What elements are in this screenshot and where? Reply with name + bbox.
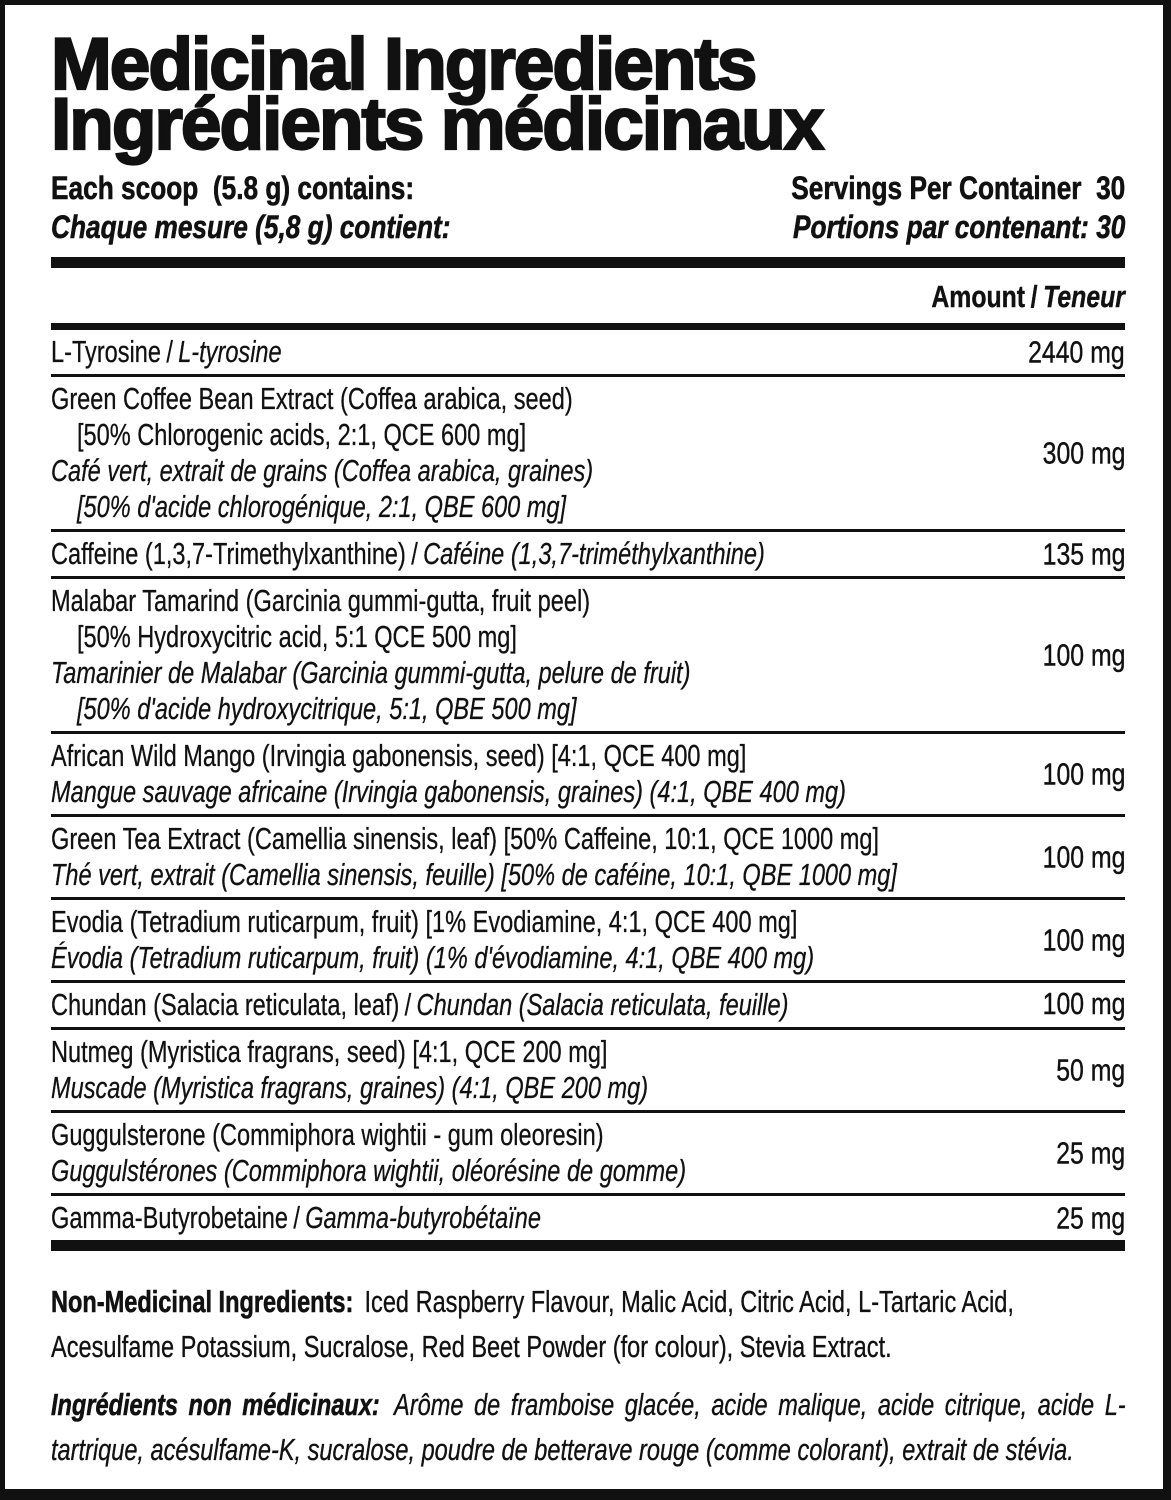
ingredient-name-en: African Wild Mango (Irvingia gabonensis, seed) [4:1, QCE 400 mg] bbox=[51, 738, 747, 773]
ingredient-name-en: Guggulsterone (Commiphora wightii - gum oleoresin) bbox=[51, 1117, 604, 1152]
amount-header-separator: / bbox=[1030, 279, 1038, 314]
ingredient-name-en: Nutmeg (Myristica fragrans, seed) [4:1, QCE 200 mg] bbox=[51, 1034, 608, 1069]
ingredient-amount: 25 mg bbox=[1056, 1135, 1125, 1171]
amount-header-en: Amount bbox=[931, 279, 1026, 314]
ingredient-amount: 100 mg bbox=[1042, 839, 1125, 875]
ingredient-amount: 100 mg bbox=[1042, 756, 1125, 792]
ingredient-name-en: Green Coffee Bean Extract (Coffea arabica, seed) bbox=[51, 381, 573, 416]
ingredient-name-en: Evodia (Tetradium ruticarpum, fruit) [1% Evodiamine, 4:1, QCE 400 mg] bbox=[51, 904, 798, 939]
ingredient-amount: 25 mg bbox=[1056, 1200, 1125, 1236]
ingredient-row-african-wild-mango bbox=[51, 731, 1125, 814]
ingredient-row-green-tea bbox=[51, 814, 1125, 897]
ingredient-name-en: Chundan (Salacia reticulata, leaf) bbox=[51, 987, 400, 1022]
non-medicinal-text-fr: Arôme de framboise glacée, acide malique, acide citrique, acide L-tartrique, acésulfame-K, sucralose, poudre de betterave rouge (comme colorant), extrait de stévia. bbox=[51, 1387, 1126, 1467]
ingredient-name-fr: Thé vert, extrait (Camellia sinensis, feuille) [50% de caféine, 10:1, QBE 1000 mg] bbox=[51, 857, 897, 892]
ingredient-name-fr: Chundan (Salacia reticulata, feuille) bbox=[416, 987, 789, 1022]
non-medicinal-ingredients-en bbox=[51, 1279, 1126, 1369]
serving-header bbox=[51, 169, 1125, 247]
ingredient-table bbox=[51, 330, 1125, 1240]
ingredient-name-fr: Gamma-butyrobétaïne bbox=[305, 1200, 541, 1235]
ingredient-name-en: Malabar Tamarind (Garcinia gummi-gutta, fruit peel) bbox=[51, 583, 591, 618]
ingredient-amount: 135 mg bbox=[1042, 536, 1125, 572]
ingredient-row-gamma-butyrobetaine bbox=[51, 1193, 1125, 1240]
ingredient-name-fr: Muscade (Myristica fragrans, graines) (4:1, QBE 200 mg) bbox=[51, 1070, 649, 1105]
ingredient-amount: 100 mg bbox=[1042, 637, 1125, 673]
servings-per-container-fr: Portions par contenant: 30 bbox=[792, 209, 1125, 245]
amount-header-fr: Teneur bbox=[1043, 279, 1125, 314]
ingredient-row-evodia bbox=[51, 897, 1125, 980]
serving-size-block bbox=[51, 169, 538, 247]
ingredient-name-en: L-Tyrosine bbox=[51, 334, 161, 369]
ingredient-name-fr: Café vert, extrait de grains (Coffea arabica, graines) bbox=[51, 453, 594, 488]
ingredient-detail-fr: [50% d'acide chlorogénique, 2:1, QBE 600 mg] bbox=[77, 489, 567, 524]
ingredient-amount: 100 mg bbox=[1042, 922, 1125, 958]
non-medicinal-label-en: Non-Medicinal Ingredients: bbox=[51, 1284, 354, 1319]
ingredient-amount: 100 mg bbox=[1042, 986, 1125, 1021]
ingredient-name-fr: Évodia (Tetradium ruticarpum, fruit) (1% d'évodiamine, 4:1, QBE 400 mg) bbox=[51, 940, 815, 975]
ingredient-row-l-tyrosine bbox=[51, 330, 1125, 374]
ingredient-row-green-coffee bbox=[51, 374, 1125, 529]
ingredient-name-en: Gamma-Butyrobetaine bbox=[51, 1200, 289, 1235]
ingredient-amount: 300 mg bbox=[1042, 435, 1125, 471]
non-medicinal-text-en: Iced Raspberry Flavour, Malic Acid, Citric Acid, L-Tartaric Acid, Acesulfame Potassium, Sucralose, Red Beet Powder (for colour), Stevia Extract. bbox=[51, 1284, 1014, 1364]
ingredient-name-en: Green Tea Extract (Camellia sinensis, leaf) [50% Caffeine, 10:1, QCE 1000 mg] bbox=[51, 821, 880, 856]
ingredient-name-fr: Caféine (1,3,7-triméthylxanthine) bbox=[423, 536, 765, 571]
divider-thick-bottom bbox=[51, 1240, 1125, 1251]
ingredient-name-fr: L-tyrosine bbox=[178, 334, 282, 369]
serving-size-en: Each scoop (5.8 g) contains: bbox=[51, 170, 415, 206]
ingredient-name-fr: Mangue sauvage africaine (Irvingia gabonensis, graines) (4:1, QBE 400 mg) bbox=[51, 774, 846, 809]
ingredient-row-nutmeg bbox=[51, 1027, 1125, 1110]
ingredient-row-guggulsterone bbox=[51, 1110, 1125, 1193]
ingredient-name-fr: Tamarinier de Malabar (Garcinia gummi-gutta, pelure de fruit) bbox=[51, 655, 691, 690]
ingredient-detail-en: [50% Hydroxycitric acid, 5:1 QCE 500 mg] bbox=[77, 619, 517, 654]
ingredient-name-fr: Guggulstérones (Commiphora wightii, oléorésine de gomme) bbox=[51, 1153, 687, 1188]
name-separator: / bbox=[166, 334, 173, 369]
ingredient-row-chundan bbox=[51, 980, 1125, 1027]
non-medicinal-ingredients-fr bbox=[51, 1382, 1126, 1472]
ingredient-amount: 50 mg bbox=[1056, 1052, 1125, 1088]
name-separator: / bbox=[404, 987, 412, 1022]
name-separator: / bbox=[411, 536, 418, 571]
divider-medium bbox=[51, 323, 1125, 330]
ingredient-detail-fr: [50% d'acide hydroxycitrique, 5:1, QBE 500 mg] bbox=[77, 691, 577, 726]
non-medicinal-label-fr: Ingrédients non médicinaux: bbox=[51, 1387, 380, 1422]
panel-title-fr: Ingrédients médicinaux bbox=[51, 84, 823, 165]
ingredient-amount: 2440 mg bbox=[1028, 334, 1125, 370]
panel-title-en: Medicinal Ingredients bbox=[51, 24, 756, 105]
ingredient-name-en: Caffeine (1,3,7-Trimethylxanthine) bbox=[51, 536, 406, 571]
amount-column-header bbox=[51, 268, 1125, 323]
ingredient-detail-en: [50% Chlorogenic acids, 2:1, QCE 600 mg] bbox=[77, 417, 527, 452]
ingredient-row-malabar-tamarind bbox=[51, 576, 1125, 731]
panel-title bbox=[51, 24, 1125, 165]
divider-thick-top bbox=[51, 257, 1125, 268]
servings-per-container-en: Servings Per Container 30 bbox=[791, 170, 1125, 206]
name-separator: / bbox=[293, 1200, 300, 1235]
servings-per-container-block bbox=[718, 169, 1125, 247]
serving-size-fr: Chaque mesure (5,8 g) contient: bbox=[51, 209, 451, 245]
ingredient-row-caffeine bbox=[51, 529, 1125, 576]
